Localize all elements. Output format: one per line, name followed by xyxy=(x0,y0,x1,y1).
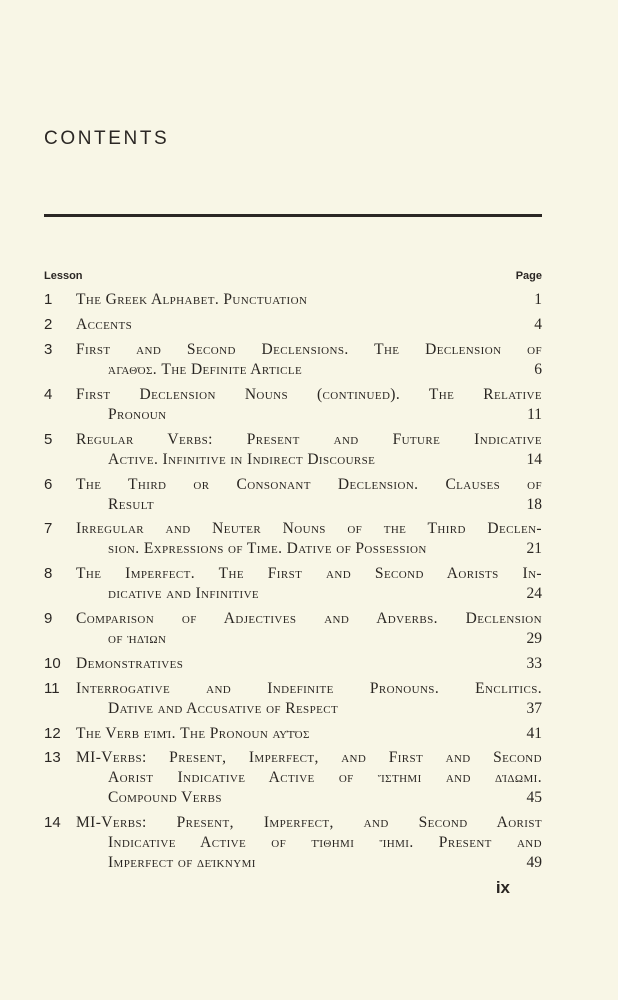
lesson-title-line: Irregular and Neuter Nouns of the Third Declen- xyxy=(76,520,542,537)
lesson-number: 2 xyxy=(44,316,53,333)
lesson-title-line: Comparison of Adjectives and Adverbs. Declension xyxy=(76,610,542,627)
lesson-title-line: Compound Verbs xyxy=(108,789,222,806)
lesson-title-line: Dative and Accusative of Respect xyxy=(108,700,339,717)
lesson-number: 8 xyxy=(44,565,53,582)
lesson-title-line: The Third or Consonant Declension. Clauses of xyxy=(76,476,542,493)
lesson-number: 9 xyxy=(44,610,53,627)
lesson-title-line: Interrogative and Indefinite Pronouns. Enclitics. xyxy=(76,680,542,697)
lesson-number: 4 xyxy=(44,386,53,403)
page-reference: 18 xyxy=(526,496,542,513)
page-reference: 41 xyxy=(526,725,542,742)
lesson-number: 11 xyxy=(44,680,60,697)
lesson-title-line: of ἡδίων xyxy=(108,630,167,647)
lesson-title-line: MI-Verbs: Present, Imperfect, and Second Aorist xyxy=(76,814,542,831)
lesson-title-line: Regular Verbs: Present and Future Indicative xyxy=(76,431,542,448)
lesson-number: 7 xyxy=(44,520,53,537)
lesson-number: 1 xyxy=(44,291,53,308)
lesson-title-line: ἀγαθός. The Definite Article xyxy=(108,361,303,378)
page-reference: 1 xyxy=(534,291,542,308)
page-reference: 37 xyxy=(526,700,542,717)
page-reference: 49 xyxy=(526,854,542,871)
page-number: ix xyxy=(495,878,510,897)
page-column-header: Page xyxy=(515,270,542,282)
lesson-number: 13 xyxy=(44,749,61,766)
page-reference: 33 xyxy=(526,655,542,672)
title-rule xyxy=(44,214,542,217)
lesson-title-line: Aorist Indicative Active of ἵστημι and δίδωμι. xyxy=(108,769,542,786)
page-reference: 29 xyxy=(526,630,542,647)
page-reference: 24 xyxy=(526,585,542,602)
page-reference: 21 xyxy=(526,540,542,557)
lesson-title-line: The Greek Alphabet. Punctuation xyxy=(76,291,308,308)
lesson-title-line: Accents xyxy=(76,316,133,333)
lesson-title-line: The Verb εἰμί. The Pronoun αὐτός xyxy=(76,725,310,742)
lesson-number: 6 xyxy=(44,476,53,493)
page-reference: 6 xyxy=(534,361,542,378)
lesson-number: 10 xyxy=(44,655,61,672)
page-title: CONTENTS xyxy=(44,128,170,149)
page-reference: 11 xyxy=(527,406,542,423)
page-reference: 4 xyxy=(534,316,542,333)
lesson-title-line: First Declension Nouns (continued). The Relative xyxy=(76,386,542,403)
lesson-number: 14 xyxy=(44,814,61,831)
lesson-title-line: First and Second Declensions. The Declension of xyxy=(76,341,542,358)
lesson-title-line: sion. Expressions of Time. Dative of Possession xyxy=(108,540,427,557)
lesson-title-line: dicative and Infinitive xyxy=(108,585,260,602)
lesson-title-line: Result xyxy=(108,496,154,513)
lesson-title-line: The Imperfect. The First and Second Aorists In- xyxy=(76,565,542,582)
lesson-number: 3 xyxy=(44,341,53,358)
lesson-title-line: Demonstratives xyxy=(76,655,184,672)
lesson-number: 5 xyxy=(44,431,53,448)
lesson-title-line: MI-Verbs: Present, Imperfect, and First and Second xyxy=(76,749,542,766)
page-reference: 14 xyxy=(526,451,542,468)
lesson-title-line: Active. Infinitive in Indirect Discourse xyxy=(108,451,376,468)
page-reference: 45 xyxy=(526,789,542,806)
lesson-column-header: Lesson xyxy=(44,270,83,282)
lesson-title-line: Pronoun xyxy=(108,406,167,423)
lesson-title-line: Indicative Active of τίθημι ἵημι. Present and xyxy=(108,834,542,851)
lesson-number: 12 xyxy=(44,725,61,742)
lesson-title-line: Imperfect of δείκνυμι xyxy=(108,854,256,871)
